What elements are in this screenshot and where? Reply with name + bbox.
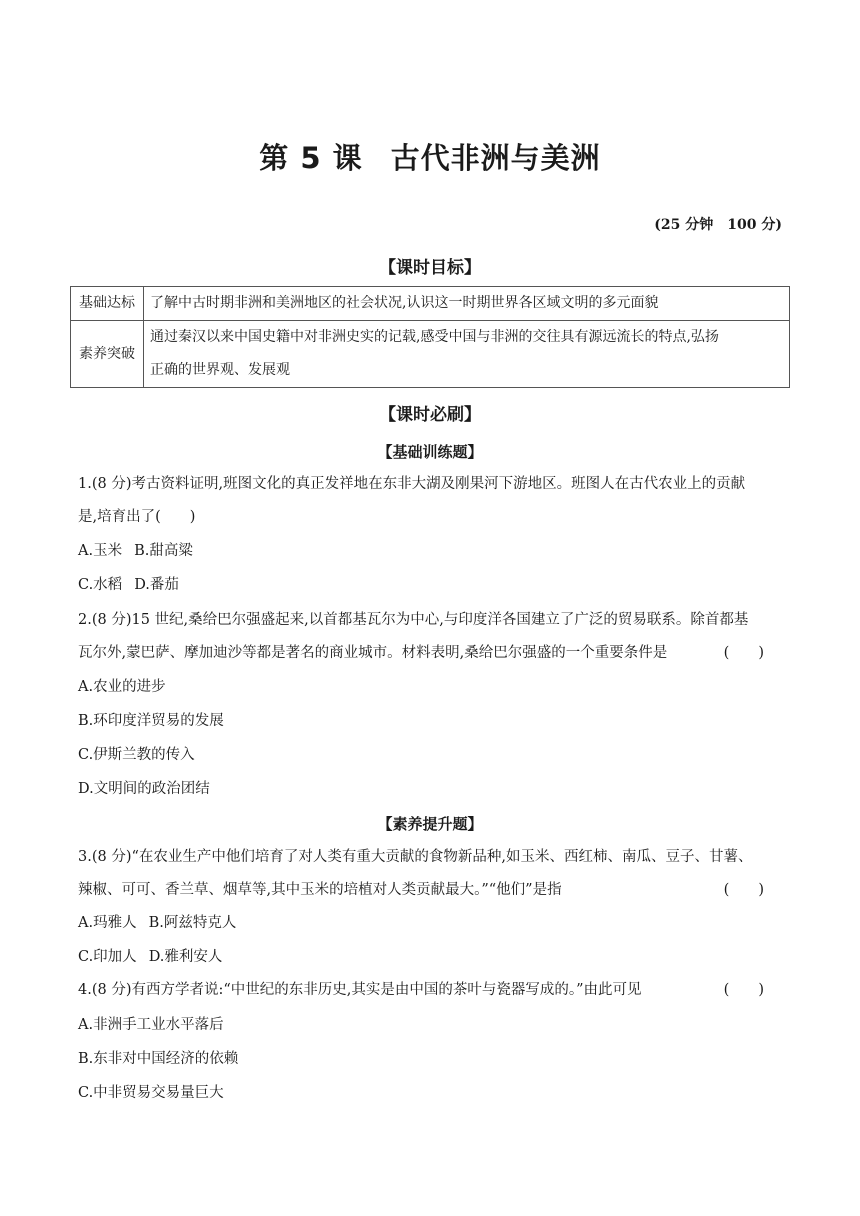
practice-heading: 【课时必刷】 xyxy=(379,405,481,425)
question-3 xyxy=(78,841,784,907)
options-row xyxy=(78,541,193,561)
question-text: 辣椒、可可、香兰草、烟草等,其中玉米的培植对人类贡献最大。”“他们”是指 xyxy=(78,882,562,898)
option-a[interactable]: A.非洲手工业水平落后 xyxy=(78,1017,224,1033)
option-c[interactable]: C.水稻 xyxy=(78,577,123,593)
question-text-line: 1.(8 分)考古资料证明,班图文化的真正发祥地在东非大湖及刚果河下游地区。班图人在古代农业上的贡献 xyxy=(78,476,746,492)
question-text-line xyxy=(78,637,784,670)
answer-bracket: ( ) xyxy=(723,882,764,898)
answer-bracket: ( ) xyxy=(723,982,764,998)
goal-text-line: 正确的世界观、发展观 xyxy=(150,362,290,378)
question-2 xyxy=(78,604,784,670)
option-a[interactable]: A.玉米 xyxy=(78,543,123,559)
option-b[interactable]: B.环印度洋贸易的发展 xyxy=(78,713,224,729)
options-row xyxy=(78,913,236,933)
option-d[interactable]: D.番茄 xyxy=(134,577,179,593)
question-text-line xyxy=(78,874,784,907)
page-title xyxy=(0,136,860,177)
question-text-line: 3.(8 分)“在农业生产中他们培育了对人类有重大贡献的食物新品种,如玉米、西红柿、南瓜、豆子、甘薯、 xyxy=(78,849,753,865)
question-4 xyxy=(78,974,784,1007)
goals-row xyxy=(71,287,790,321)
question-1 xyxy=(78,468,784,534)
question-text-line xyxy=(78,974,784,1007)
goal-text: 了解中古时期非洲和美洲地区的社会状况,认识这一时期世界各区域文明的多元面貌 xyxy=(144,287,790,321)
option-c[interactable]: C.伊斯兰教的传入 xyxy=(78,747,195,763)
basic-heading: 【基础训练题】 xyxy=(377,443,483,461)
advanced-heading: 【素养提升题】 xyxy=(377,815,483,833)
option-d[interactable]: D.雅利安人 xyxy=(148,949,223,965)
goal-text xyxy=(144,321,790,388)
goal-label: 素养突破 xyxy=(71,321,144,388)
goals-row xyxy=(71,321,790,388)
question-text: 4.(8 分)有西方学者说:“中世纪的东非历史,其实是由中国的茶叶与瓷器写成的。”由此可见 xyxy=(78,982,642,998)
goals-table xyxy=(70,286,790,388)
lesson-number: 第 5 课 xyxy=(259,141,363,175)
question-text: 瓦尔外,蒙巴萨、摩加迪沙等都是著名的商业城市。材料表明,桑给巴尔强盛的一个重要条件是 xyxy=(78,645,668,661)
question-text-line: 2.(8 分)15 世纪,桑给巴尔强盛起来,以首都基瓦尔为中心,与印度洋各国建立了广泛的贸易联系。除首都基 xyxy=(78,612,749,628)
lesson-name: 古代非洲与美洲 xyxy=(390,141,601,175)
option-b[interactable]: B.阿兹特克人 xyxy=(148,915,237,931)
options-row xyxy=(78,575,179,595)
question-text-line: 是,培育出了( ) xyxy=(78,509,196,525)
option-c[interactable]: C.印加人 xyxy=(78,949,137,965)
option-b[interactable]: B.甜高粱 xyxy=(134,543,193,559)
time-score-note: (25 分钟 100 分) xyxy=(654,217,782,233)
goals-heading: 【课时目标】 xyxy=(379,258,481,278)
option-a[interactable]: A.玛雅人 xyxy=(78,915,137,931)
goal-label: 基础达标 xyxy=(71,287,144,321)
goal-text-line: 通过秦汉以来中国史籍中对非洲史实的记载,感受中国与非洲的交往具有源远流长的特点,弘扬 xyxy=(150,329,719,345)
option-b[interactable]: B.东非对中国经济的依赖 xyxy=(78,1051,239,1067)
option-c[interactable]: C.中非贸易交易量巨大 xyxy=(78,1085,224,1101)
option-d[interactable]: D.文明间的政治团结 xyxy=(78,781,210,797)
answer-bracket: ( ) xyxy=(723,645,764,661)
options-row xyxy=(78,947,222,967)
option-a[interactable]: A.农业的进步 xyxy=(78,679,166,695)
